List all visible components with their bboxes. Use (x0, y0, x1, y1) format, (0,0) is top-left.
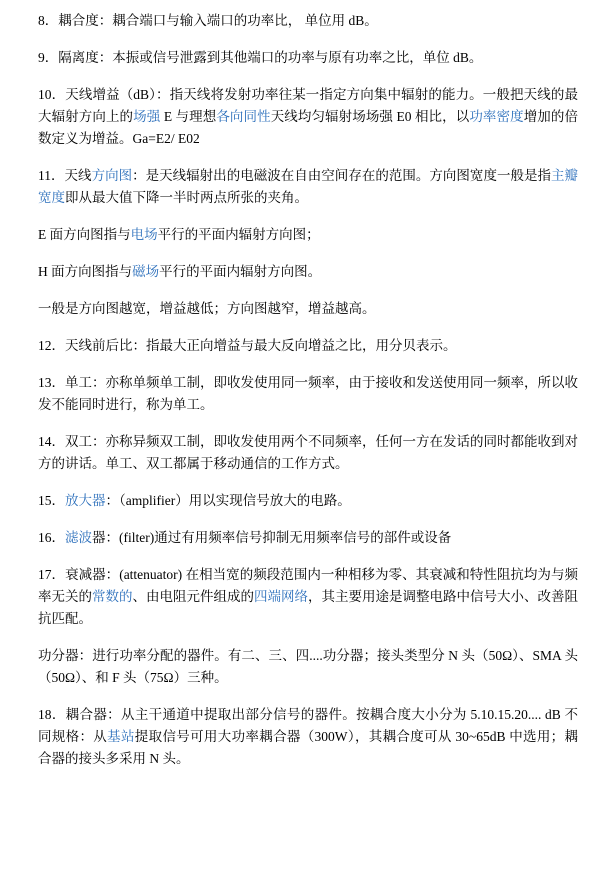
text-run: 18．耦合器：从主干通道中提取出部分信号的器件。按耦合度大小分为 5.10.15.20.... dB 不同规格：从 (38, 707, 578, 744)
text-run: E 与理想 (160, 109, 217, 124)
text-run: 功分器：进行功率分配的器件。有二、三、四....功分器；接头类型分 N 头（50Ω）、SMA 头（50Ω）、和 F 头（75Ω）三种。 (38, 648, 578, 685)
paragraph-p-e-plane (22, 224, 578, 246)
text-run: 一般是方向图越宽，增益越低；方向图越窄，增益越高。 (38, 301, 376, 316)
paragraph-p16 (22, 527, 578, 549)
paragraph-p10 (22, 84, 578, 150)
text-run: 平行的平面内辐射方向图。 (159, 264, 322, 279)
inline-link[interactable]: 各向同性 (216, 109, 271, 124)
text-run: 13．单工：亦称单频单工制，即收发使用同一频率，由于接收和发送使用同一频率，所以收发不能同时进行，称为单工。 (38, 375, 578, 412)
inline-link[interactable]: 四端网络 (254, 589, 308, 604)
paragraph-p9 (22, 47, 578, 69)
text-run: 、由电阻元件组成的 (132, 589, 254, 604)
paragraph-p8 (22, 10, 578, 32)
inline-link[interactable]: 场强 (133, 109, 161, 124)
inline-link[interactable]: 常数的 (92, 589, 133, 604)
paragraph-p12 (22, 335, 578, 357)
text-run: 8．耦合度：耦合端口与输入端口的功率比， 单位用 dB。 (38, 13, 378, 28)
text-run: H 面方向图指与 (38, 264, 133, 279)
text-run: 9．隔离度：本振或信号泄露到其他端口的功率与原有功率之比，单位 dB。 (38, 50, 483, 65)
paragraph-p13 (22, 372, 578, 416)
text-run: ：是天线辐射出的电磁波在自由空间存在的范围。方向图宽度一般是指 (132, 168, 552, 183)
paragraph-p15 (22, 490, 578, 512)
text-run: 平行的平面内辐射方向图； (157, 227, 320, 242)
text-run: 提取信号可用大功率耦合器（300W），其耦合度可从 30~65dB 中选用；耦合器的接头多采用 N 头。 (38, 729, 578, 766)
text-run: ，其主要用途是调整电路中信号大小、改善阻抗匹配。 (38, 589, 578, 626)
paragraph-p17 (22, 564, 578, 630)
paragraph-p-gain-note (22, 298, 578, 320)
paragraph-p-splitter (22, 645, 578, 689)
text-run: 10．天线增益（dB）：指天线将发射功率往某一指定方向集中辐射的能力。一般把天线的最大辐射方向上的 (38, 87, 578, 124)
text-run: 增加的倍数定义为增益。Ga=E2/ E02 (38, 109, 578, 146)
inline-link[interactable]: 主瓣宽度 (38, 168, 579, 205)
inline-link[interactable]: 滤波 (65, 530, 92, 545)
paragraph-p-h-plane (22, 261, 578, 283)
inline-link[interactable]: 放大器 (65, 493, 106, 508)
paragraph-p18 (22, 704, 578, 770)
inline-link[interactable]: 磁场 (132, 264, 160, 279)
inline-link[interactable]: 电场 (130, 227, 158, 242)
inline-link[interactable]: 功率密度 (469, 109, 524, 124)
text-run: ：（amplifier）用以实现信号放大的电路。 (105, 493, 351, 508)
paragraph-p14 (22, 431, 578, 475)
document-body (22, 10, 578, 770)
inline-link[interactable]: 方向图 (91, 168, 133, 183)
paragraph-p11 (22, 165, 578, 209)
text-run: 11．天线 (38, 168, 92, 183)
inline-link[interactable]: 基站 (107, 729, 135, 744)
text-run: 天线均匀辐射场场强 E0 相比，以 (270, 109, 470, 124)
text-run: 12．天线前后比：指最大正向增益与最大反向增益之比，用分贝表示。 (38, 338, 457, 353)
text-run: 16． (38, 530, 65, 545)
text-run: 器：(filter)通过有用频率信号抑制无用频率信号的部件或设备 (92, 530, 452, 545)
text-run: 15． (38, 493, 65, 508)
text-run: 即从最大值下降一半时两点所张的夹角。 (65, 190, 308, 205)
text-run: 14．双工：亦称异频双工制，即收发使用两个不同频率，任何一方在发话的同时都能收到对方的讲话。单工、双工都属于移动通信的工作方式。 (38, 434, 578, 471)
text-run: 17．衰减器：(attenuator) 在相当宽的频段范围内一种相移为零、其衰减和特性阻抗均为与频率无关的 (38, 567, 578, 604)
text-run: E 面方向图指与 (38, 227, 131, 242)
